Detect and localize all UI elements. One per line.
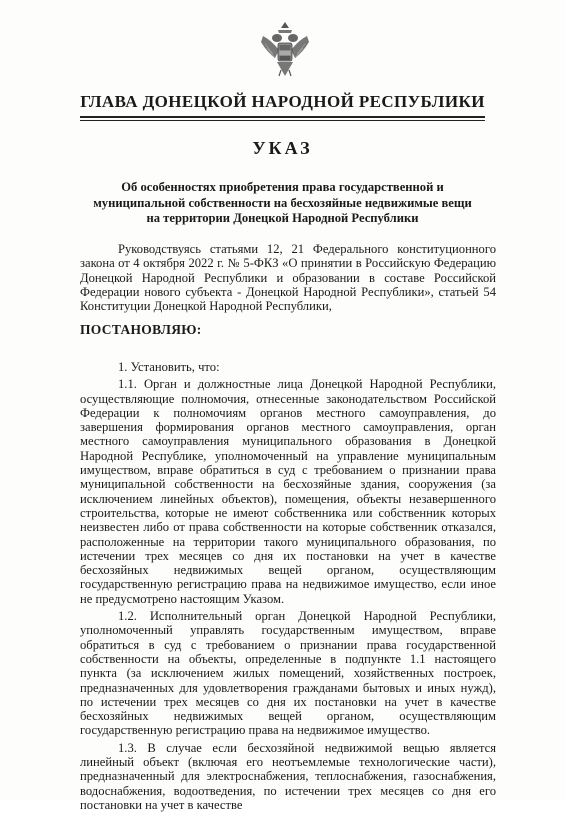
issuer-header: ГЛАВА ДОНЕЦКОЙ НАРОДНОЙ РЕСПУБЛИКИ — [80, 92, 485, 111]
document-type: УКАЗ — [252, 138, 313, 158]
preamble — [80, 242, 496, 313]
header-rule-thin — [80, 120, 485, 121]
paragraph-1: 1. Установить, что: — [118, 360, 220, 374]
header-rule-thick — [80, 116, 485, 118]
decree-body — [80, 360, 496, 815]
paragraph-1-1: 1.1. Орган и должностные лица Донецкой Народной Республики, осуществляющие полномочия, отнесенные законодательством Российской Федерации к полномочиям органов местного самоуправления, до завершения формирования органов местного самоуправления, орган местного самоуправления муниципального образования в Донецкой Народной Республике, уполномоченный на управление муниципальным имуществом, вправе обратиться в суд с требованием о признании права муниципальной собственности на бесхозяйные здания, сооружения (за исключением линейных объектов), помещения, объекты незавершенного строительства, которые не имеют собственника или собственник которых неизвестен либо от права собственности на которые собственник отказался, расположенные на территории такого муниципального образования, по истечении трех месяцев со дня их постановки на учет в качестве бесхозяйных недвижимых вещей органом, осуществляющим государственную регистрацию права на недвижимое имущество, если иное не предусмотрено настоящим Указом. — [80, 377, 496, 606]
preamble-text: Руководствуясь статьями 12, 21 Федерального конституционного закона от 4 октября 2022 г. № 5-ФКЗ «О принятии в Российскую Федерацию Донецкой Народной Республики и образовании в составе Российской Федерации нового субъекта - Донецкой Народной Республики», статьей 54 Конституции Донецкой Народной Республики, — [80, 242, 496, 314]
coat-of-arms-icon — [257, 18, 313, 80]
paragraph-1-3: 1.3. В случае если бесхозяйной недвижимой вещью является линейный объект (включая его неотъемлемые технологические части), предназначенный для электроснабжения, теплоснабжения, газоснабжения, водоснабжения, водоотведения, по истечении трех месяцев со дня его постановки на учет в качестве — [80, 740, 496, 812]
paragraph-1-2: 1.2. Исполнительный орган Донецкой Народной Республики, уполномоченный управлять государственным имуществом, вправе обратиться в суд с требованием о признании права государственной собственности на объекты, определенные в подпункте 1.1 настоящего пункта (за исключением жилых помещений, хозяйственных построек, предназначенных для удовлетворения гражданами бытовых и иных нужд), по истечении трех месяцев со дня их постановки на учет в качестве бесхозяйных недвижимых вещей органом, осуществляющим государственную регистрацию права на недвижимое имущество. — [80, 609, 496, 738]
document-subject: Об особенностях приобретения права государственной и муниципальной собственности на бесхозяйные недвижимые вещи на территории Донецкой Народной Республики — [93, 180, 472, 225]
decree-word: ПОСТАНОВЛЯЮ: — [80, 322, 202, 337]
